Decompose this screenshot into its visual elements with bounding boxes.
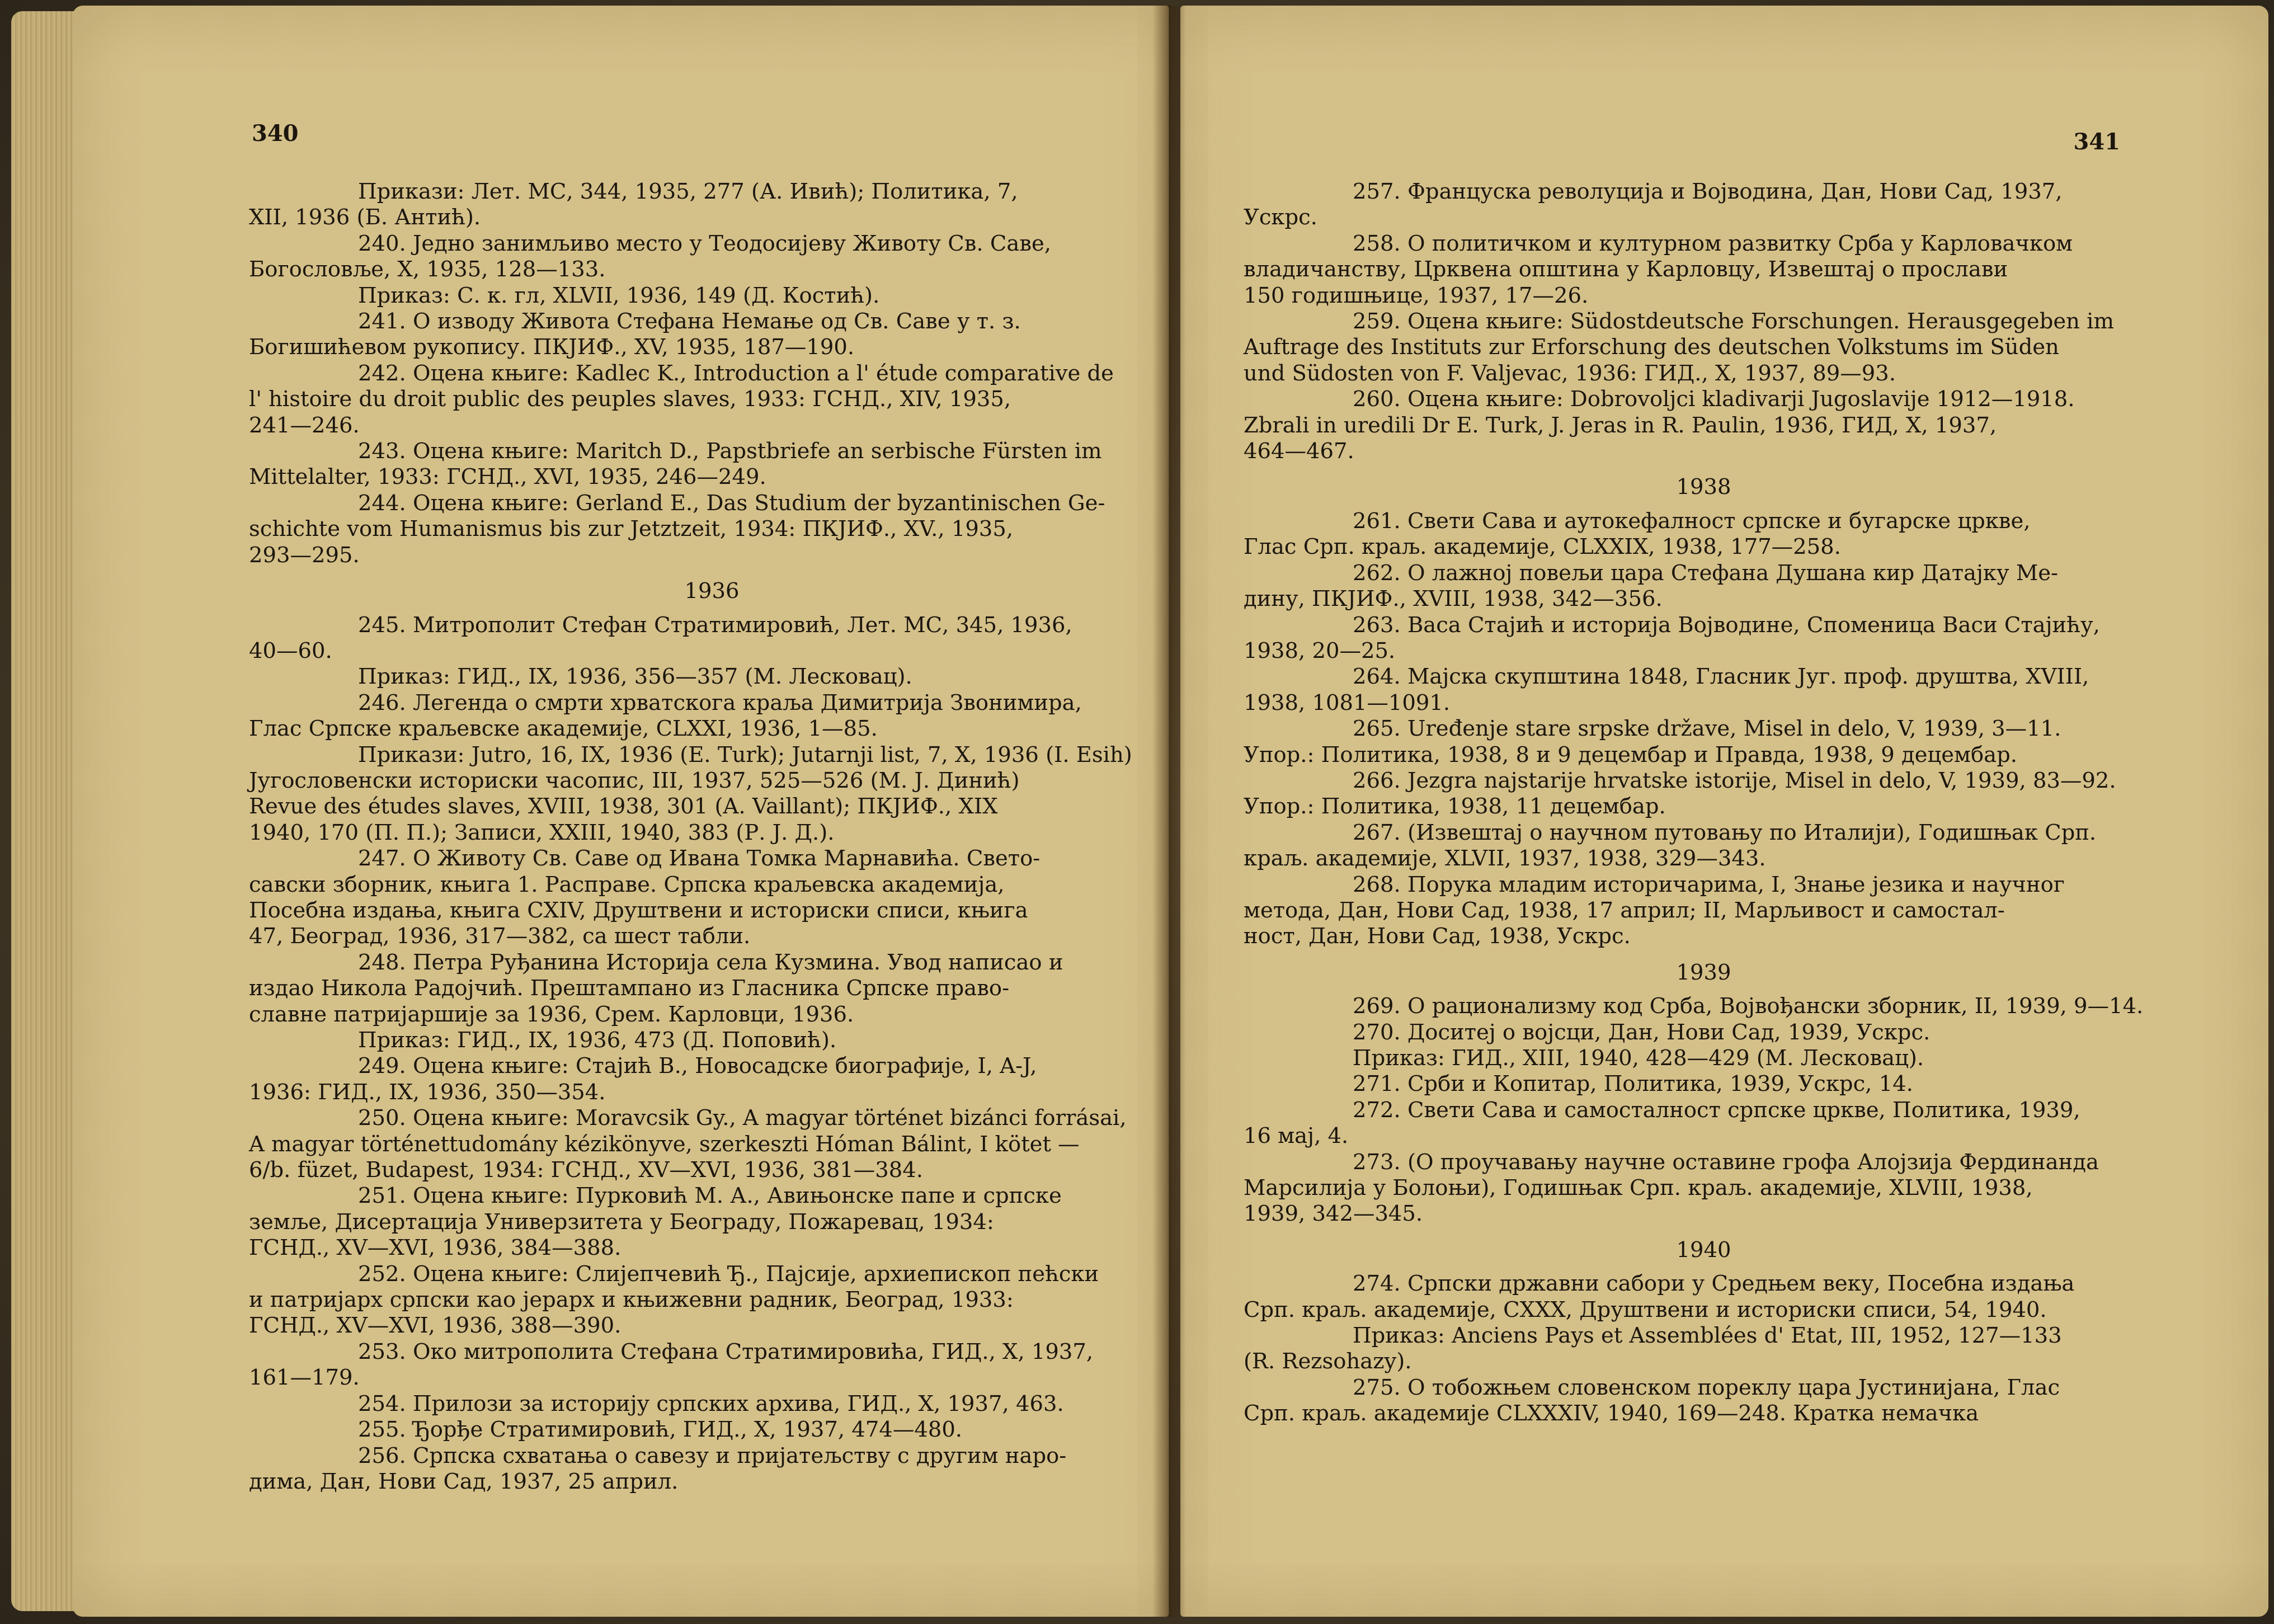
entry-line: 1939, 342—345.	[1244, 1201, 1423, 1227]
entry-line: 249. Оцена књиге: Стајић В., Новосадске биографије, I, A-J,	[358, 1053, 1037, 1079]
entry-line: дину, ПКЈИФ., XVIII, 1938, 342—356.	[1244, 586, 1663, 612]
bibliography-entry	[1244, 509, 2164, 561]
bibliography-entry	[249, 283, 1175, 309]
bibliography-entry	[249, 1261, 1175, 1339]
entry-line: 253. Око митрополита Стефана Стратимировића, ГИД., X, 1937,	[358, 1339, 1094, 1364]
bibliography-entry	[1244, 387, 2164, 464]
entry-line: 255. Ђорђе Стратимировић, ГИД., X, 1937, 474—480.	[358, 1417, 963, 1443]
entry-line: Auftrage des Instituts zur Erforschung des deutschen Volkstums im Süden	[1244, 335, 2059, 360]
page-number: 341	[2073, 129, 2120, 155]
bibliography-entry	[1244, 613, 2164, 665]
entry-line: 47, Београд, 1936, 317—382, са шест табли.	[249, 924, 751, 949]
entry-line: славне патријаршије за 1936, Срем. Карловци, 1936.	[249, 1001, 854, 1027]
entry-line: 267. (Извештај о научном путовању по Италији), Годишњак Срп.	[1353, 820, 2097, 845]
entry-line: Марсилија у Болоњи), Годишњак Срп. краљ. академије, XLVIII, 1938,	[1244, 1175, 2033, 1201]
entry-line: метода, Дан, Нови Сад, 1938, 17 април; II, Марљивост и самостал-	[1244, 897, 2005, 923]
entry-line: l' histoire du droit public des peuples slaves, 1933: ГСНД., XIV, 1935,	[249, 387, 1011, 412]
entry-line: ГСНД., XV—XVI, 1936, 388—390.	[249, 1313, 622, 1339]
bibliography-entry	[1244, 664, 2164, 716]
entry-line: Срп. краљ. академије, CXXX, Друштвени и историски списи, 54, 1940.	[1244, 1297, 2047, 1322]
entry-line: 244. Оцена књиге: Gerland E., Das Studium der byzantinischen Ge-	[358, 490, 1105, 516]
entry-line: 241. О изводу Живота Стефана Немање од Св. Саве у т. з.	[358, 309, 1021, 335]
entry-line: 257. Француска револуција и Војводина, Дан, Нови Сад, 1937,	[1353, 179, 2063, 204]
entry-line: schichte vom Humanismus bis zur Jetztzeit, 1934: ПКЈИФ., XV., 1935,	[249, 516, 1014, 542]
bibliography-entry	[249, 613, 1175, 665]
entry-line: дима, Дан, Нови Сад, 1937, 25 април.	[249, 1468, 679, 1494]
entry-line: ност, Дан, Нови Сад, 1938, Ускрс.	[1244, 924, 1631, 949]
page-edges	[11, 11, 76, 1611]
entry-line: 274. Српски државни сабори у Средњем веку, Посебна издања	[1353, 1271, 2075, 1297]
entry-line: 258. О политичком и културном развитку Срба у Карловачком	[1353, 230, 2073, 256]
entry-line: Посебна издања, књига CXIV, Друштвени и историски списи, књига	[249, 897, 1028, 923]
entry-line: 464—467.	[1244, 439, 1354, 464]
entry-line: 246. Легенда о смрти хрватскога краља Димитрија Звонимира,	[358, 690, 1082, 715]
bibliography-entry	[249, 690, 1175, 742]
entry-line: Приказ: ГИД., IX, 1936, 356—357 (М. Лесковац).	[358, 664, 912, 690]
entry-line: 245. Митрополит Стефан Стратимировић, Лет. МС, 345, 1936,	[358, 612, 1072, 638]
bibliography-entry	[1244, 1046, 2164, 1071]
bibliography-entry	[249, 309, 1175, 361]
page-text	[1244, 179, 2164, 1427]
entry-line: A magyar történettudomány kézikönyve, szerkeszti Hóman Bálint, I kötet —	[249, 1131, 1080, 1157]
entry-line: Mittelalter, 1933: ГСНД., XVI, 1935, 246—249.	[249, 464, 766, 490]
entry-line: 260. Оцена књиге: Dobrovoljci kladivarji Jugoslavije 1912—1918.	[1353, 387, 2075, 412]
bibliography-entry	[1244, 1098, 2164, 1150]
bibliography-entry	[249, 1105, 1175, 1183]
bibliography-entry	[1244, 1071, 2164, 1097]
bibliography-entry	[249, 179, 1175, 231]
bibliography-entry	[1244, 716, 2164, 768]
entry-line: владичанству, Црквена општина у Карловцу, Извештај о прослави	[1244, 257, 2008, 283]
entry-line: 262. О лажној повељи цара Стефана Душана кир Датајку Ме-	[1353, 560, 2059, 586]
right-page	[1180, 6, 2268, 1617]
bibliography-entry	[249, 439, 1175, 491]
entry-line: издао Никола Радојчић. Прештампано из Гласника Српске право-	[249, 976, 1010, 1001]
entry-line: Приказ: ГИД., XIII, 1940, 428—429 (М. Лесковац).	[1353, 1046, 1924, 1071]
bibliography-entry	[249, 1028, 1175, 1053]
entry-line: Прикази: Jutro, 16, IX, 1936 (E. Turk); Jutarnji list, 7, X, 1936 (I. Esih)	[358, 742, 1132, 768]
entry-line: Богишићевом рукопису. ПКЈИФ., XV, 1935, 187—190.	[249, 335, 855, 360]
entry-line: Приказ: ГИД., IX, 1936, 473 (Д. Поповић).	[358, 1028, 837, 1053]
entry-line: Глас Срп. краљ. академије, CLXXIX, 1938, 177—258.	[1244, 534, 1841, 560]
entry-line: 259. Оцена књиге: Südostdeutsche Forschungen. Herausgegeben im	[1353, 309, 2114, 335]
bibliography-entry	[249, 1183, 1175, 1261]
entry-line: 248. Петра Руђанина Историја села Кузмина. Увод написао и	[358, 949, 1063, 975]
entry-line: (R. Rezsohazy).	[1244, 1349, 1412, 1374]
entry-line: 161—179.	[249, 1365, 360, 1391]
entry-line: 273. (О проучавању научне оставине грофа Алојзија Фердинанда	[1353, 1149, 2099, 1175]
entry-line: 271. Срби и Копитар, Политика, 1939, Ускрс, 14.	[1353, 1071, 1913, 1097]
entry-line: 1936: ГИД., IX, 1936, 350—354.	[249, 1079, 606, 1105]
entry-line: Срп. краљ. академије CLXXXIV, 1940, 169—248. Кратка немачка	[1244, 1401, 1979, 1427]
bibliography-entry	[1244, 1020, 2164, 1046]
entry-line: 16 мај, 4.	[1244, 1123, 1349, 1149]
entry-line: Прикази: Лет. МС, 344, 1935, 277 (А. Ивић); Политика, 7,	[358, 179, 1018, 204]
bibliography-entry	[1244, 231, 2164, 309]
entry-line: 150 годишњице, 1937, 17—26.	[1244, 283, 1589, 308]
entry-line: 293—295.	[249, 542, 360, 568]
entry-line: 6/b. füzet, Budapest, 1934: ГСНД., XV—XVI, 1936, 381—384.	[249, 1157, 923, 1183]
bibliography-entry	[249, 742, 1175, 846]
entry-line: 256. Српска схватања о савезу и пријатељству с другим наро-	[358, 1443, 1067, 1468]
year-heading: 1939	[1676, 959, 1731, 985]
bibliography-entry	[249, 1443, 1175, 1495]
entry-line: Revue des études slaves, XVIII, 1938, 301 (A. Vaillant); ПКЈИФ., XIX	[249, 794, 998, 820]
entry-line: Упор.: Политика, 1938, 11 децембар.	[1244, 794, 1666, 820]
entry-line: 252. Оцена књиге: Слијепчевић Ђ., Пајсије, архиепископ пећски	[358, 1261, 1099, 1287]
year-heading: 1940	[1676, 1237, 1731, 1263]
bibliography-entry	[249, 491, 1175, 568]
entry-line: und Südosten von F. Valjevac, 1936: ГИД., X, 1937, 89—93.	[1244, 360, 1896, 386]
entry-line: 240. Једно занимљиво место у Теодосијеву Животу Св. Саве,	[358, 230, 1052, 256]
entry-line: 272. Свети Сава и самосталност српске цркве, Политика, 1939,	[1353, 1097, 2080, 1123]
entry-line: 251. Оцена књиге: Пурковић М. А., Авињонске папе и српске	[358, 1183, 1062, 1209]
left-page	[73, 6, 1169, 1617]
entry-line: 247. О Животу Св. Саве од Ивана Томка Марнавића. Свето-	[358, 846, 1041, 872]
bibliography-entry	[249, 231, 1175, 283]
entry-line: 266. Jezgra najstarije hrvatske istorije, Misel in delo, V, 1939, 83—92.	[1353, 768, 2116, 793]
entry-line: Приказ: С. к. гл, XLVII, 1936, 149 (Д. Костић).	[358, 283, 880, 308]
entry-line: 268. Порука младим историчарима, I, Знање језика и научног	[1353, 872, 2065, 897]
bibliography-entry	[249, 664, 1175, 690]
entry-line: 1940, 170 (П. П.); Записи, XXIII, 1940, 383 (Р. Ј. Д.).	[249, 820, 835, 845]
bibliography-entry	[249, 950, 1175, 1028]
bibliography-entry	[1244, 179, 2164, 231]
entry-line: 261. Свети Сава и аутокефалност српске и бугарске цркве,	[1353, 508, 2031, 534]
bibliography-entry	[1244, 768, 2164, 820]
bibliography-entry	[1244, 561, 2164, 613]
bibliography-entry	[1244, 994, 2164, 1019]
entry-line: ГСНД., XV—XVI, 1936, 384—388.	[249, 1235, 622, 1261]
year-heading: 1936	[684, 578, 740, 604]
entry-line: 1938, 1081—1091.	[1244, 690, 1451, 715]
year-heading: 1938	[1676, 474, 1731, 500]
entry-line: 40—60.	[249, 638, 332, 663]
entry-line: 270. Доситеј о војсци, Дан, Нови Сад, 1939, Ускрс.	[1353, 1019, 1931, 1045]
entry-line: 269. О рационализму код Срба, Војвођански зборник, II, 1939, 9—14.	[1353, 994, 2144, 1019]
entry-line: земље, Дисертација Универзитета у Београду, Пожаревац, 1934:	[249, 1209, 994, 1235]
bibliography-entry	[1244, 872, 2164, 950]
entry-line: 243. Оцена књиге: Maritch D., Papstbriefe an serbische Fürsten im	[358, 439, 1102, 464]
entry-line: 263. Васа Стајић и историја Војводине, Споменица Васи Стајићу,	[1353, 612, 2100, 638]
page-text	[249, 179, 1175, 1495]
bibliography-entry	[1244, 1323, 2164, 1375]
entry-line: 1938, 20—25.	[1244, 638, 1396, 663]
entry-line: савски зборник, књига 1. Расправе. Српска краљевска академија,	[249, 872, 1005, 897]
bibliography-entry	[249, 1391, 1175, 1417]
entry-line: и патријарх српски као јерарх и књижевни радник, Београд, 1933:	[249, 1287, 1014, 1313]
page-number: 340	[252, 120, 299, 147]
bibliography-entry	[1244, 1375, 2164, 1427]
entry-line: 250. Оцена књиге: Moravcsik Gy., A magyar történet bizánci forrásai,	[358, 1105, 1127, 1131]
entry-line: 264. Мајска скупштина 1848, Гласник Југ. проф. друштва, XVIII,	[1353, 664, 2089, 690]
bibliography-entry	[249, 1417, 1175, 1443]
entry-line: 242. Оцена књиге: Kadlec K., Introduction a l' étude comparative de	[358, 360, 1114, 386]
entry-line: Упор.: Политика, 1938, 8 и 9 децембар и Правда, 1938, 9 децембар.	[1244, 742, 2017, 768]
bibliography-entry	[249, 846, 1175, 950]
entry-line: краљ. академије, XLVII, 1937, 1938, 329—343.	[1244, 846, 1766, 872]
bibliography-entry	[1244, 1271, 2164, 1323]
entry-line: 275. О тобожњем словенском пореклу цара Јустинијана, Глас	[1353, 1374, 2060, 1400]
entry-line: 254. Прилози за историју српских архива, ГИД., X, 1937, 463.	[358, 1391, 1064, 1416]
bibliography-entry	[1244, 309, 2164, 387]
bibliography-entry	[249, 1053, 1175, 1105]
entry-line: Zbrali in uredili Dr E. Turk, J. Jeras in R. Paulin, 1936, ГИД, X, 1937,	[1244, 412, 1997, 438]
entry-line: XII, 1936 (Б. Антић).	[249, 205, 481, 230]
entry-line: Приказ: Anciens Pays et Assemblées d' Etat, III, 1952, 127—133	[1353, 1323, 2062, 1349]
entry-line: Богословље, X, 1935, 128—133.	[249, 257, 606, 283]
entry-line: Глас Српске краљевске академије, CLXXI, 1936, 1—85.	[249, 716, 878, 742]
entry-line: 241—246.	[249, 412, 360, 438]
entry-line: Југословенски историски часопис, III, 1937, 525—526 (М. Ј. Динић)	[249, 768, 1020, 793]
entry-line: Ускрс.	[1244, 205, 1317, 230]
entry-line: 265. Uređenje stare srpske države, Misel in delo, V, 1939, 3—11.	[1353, 716, 2061, 742]
book-gutter	[1152, 6, 1186, 1617]
bibliography-entry	[249, 1339, 1175, 1391]
bibliography-entry	[1244, 820, 2164, 872]
bibliography-entry	[249, 361, 1175, 439]
bibliography-entry	[1244, 1150, 2164, 1227]
